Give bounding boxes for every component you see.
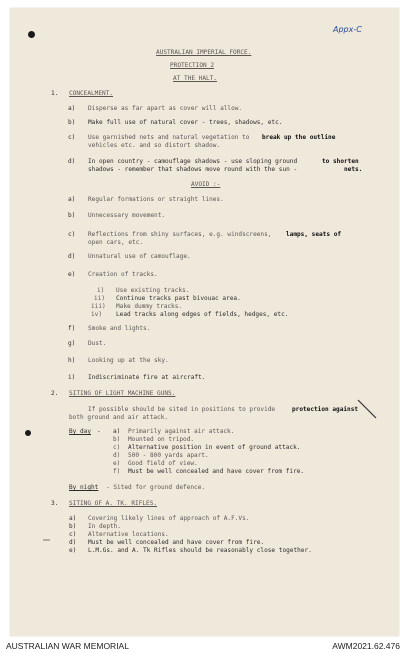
item-text: Looking up at the sky. xyxy=(88,357,169,364)
item-text: to shorten xyxy=(322,158,359,165)
punch-hole-top xyxy=(28,31,35,38)
item-text: Unnecessary movement. xyxy=(88,212,166,219)
item-letter: a) xyxy=(113,428,121,435)
item-letter: b) xyxy=(69,523,77,530)
footer-catalogue-id: AWM2021.62.476 xyxy=(332,641,400,651)
handwritten-annotation: Appx-C xyxy=(333,25,362,34)
item-text: Regular formations or straight lines. xyxy=(88,196,224,203)
item-text: Must be well concealed and have cover from fire. xyxy=(128,468,305,475)
dash: - xyxy=(97,428,101,435)
item-text: Good field of view. xyxy=(128,460,198,467)
item-letter: d) xyxy=(68,253,76,260)
item-text: Disperse as far apart as cover will allow. xyxy=(88,105,243,112)
item-text: 500 - 800 yards apart. xyxy=(128,452,209,459)
paragraph-text: protection against xyxy=(292,406,359,413)
subitem-text: Continue tracks past bivouac area. xyxy=(116,295,241,302)
item-letter: f) xyxy=(68,325,76,332)
item-text: shadows - remember that shadows move round with the sun - xyxy=(88,166,298,173)
by-night-text: - Sited for ground defence. xyxy=(106,484,206,491)
punch-hole-middle xyxy=(25,430,31,436)
item-letter: c) xyxy=(68,231,76,238)
paragraph-text: If possible should be sited in positions to provide xyxy=(88,406,276,413)
item-letter: d) xyxy=(113,452,121,459)
item-letter: d) xyxy=(69,539,77,546)
subitem-text: Make dummy tracks. xyxy=(116,303,183,310)
item-letter: c) xyxy=(69,531,77,538)
item-text: Unnatural use of camouflage. xyxy=(88,253,191,260)
item-text: L.M.Gs. and A. Tk Rifles should be reasonably close together. xyxy=(88,547,312,554)
item-text: Dust. xyxy=(88,340,107,347)
item-text: Mounted on tripod. xyxy=(128,436,195,443)
item-text: Alternative locations. xyxy=(88,531,169,538)
item-letter: a) xyxy=(68,105,76,112)
section-heading: AT THE HALT. xyxy=(173,75,218,82)
item-letter: a) xyxy=(68,196,76,203)
item-text: vehicles etc. and so distort shadow. xyxy=(88,142,221,149)
item-letter: b) xyxy=(113,436,121,443)
item-letter: i) xyxy=(68,374,76,381)
item-letter: h) xyxy=(68,357,76,364)
subitem-text: Lead tracks along edges of fields, hedges, etc. xyxy=(116,311,289,318)
item-letter: e) xyxy=(113,460,121,467)
item-letter: c) xyxy=(68,134,76,141)
by-night-label: By night xyxy=(69,484,99,491)
subitem-number: ii) xyxy=(94,295,106,302)
section-title: SITING OF LIGHT MACHINE GUNS. xyxy=(69,390,176,397)
pencil-mark xyxy=(356,398,380,422)
item-letter: b) xyxy=(68,119,76,126)
paragraph-text: both ground and air attack. xyxy=(69,414,169,421)
section-number: 3. xyxy=(51,500,59,507)
section-title: SITING OF A. TK. RIFLES. xyxy=(69,500,158,507)
section-number: 2. xyxy=(51,390,59,397)
subitem-text: Use existing tracks. xyxy=(116,287,190,294)
item-letter: e) xyxy=(68,271,76,278)
item-text: Primarily against air attack. xyxy=(128,428,235,435)
item-text: Alternative position in event of ground attack. xyxy=(128,444,301,451)
item-text: Creation of tracks. xyxy=(88,271,158,278)
item-letter: e) xyxy=(69,547,77,554)
item-letter: b) xyxy=(68,212,76,219)
subitem-number: iii) xyxy=(91,303,106,310)
item-text: Indiscriminate fire at aircraft. xyxy=(88,374,206,381)
item-text: In depth. xyxy=(88,523,122,530)
section-title: CONCEALMENT. xyxy=(69,90,114,97)
item-letter: c) xyxy=(113,444,121,451)
document-title: AUSTRALIAN IMPERIAL FORCE. xyxy=(156,49,252,56)
item-text: Reflections from shiny surfaces, e.g. windscreens, xyxy=(88,231,272,238)
footer-institution: AUSTRALIAN WAR MEMORIAL xyxy=(6,641,129,651)
by-day-label: By day xyxy=(69,428,92,435)
item-text: Covering likely lines of approach of A.F.Vs. xyxy=(88,515,250,522)
item-text: lamps, seats of xyxy=(286,231,342,238)
archive-footer xyxy=(0,638,406,653)
item-text: open cars, etc. xyxy=(88,239,144,246)
pencil-tick xyxy=(42,537,52,543)
document-subtitle: PROTECTION 2 xyxy=(170,62,215,69)
avoid-heading: AVOID :- xyxy=(191,181,221,188)
item-letter: f) xyxy=(113,468,121,475)
item-text: Must be well concealed and have cover from fire. xyxy=(88,539,265,546)
item-text: nets. xyxy=(344,166,363,173)
item-letter: g) xyxy=(68,340,76,347)
item-letter: d) xyxy=(68,158,76,165)
item-text: break up the outline xyxy=(262,134,336,141)
subitem-number: iv) xyxy=(91,311,103,318)
section-number: 1. xyxy=(51,90,59,97)
item-text: Make full use of natural cover - trees, shadows, etc. xyxy=(88,119,283,126)
item-letter: a) xyxy=(69,515,77,522)
item-text: In open country - camouflage shadows - use sloping ground xyxy=(88,158,298,165)
item-text: Use garnished nets and natural vegetation to xyxy=(88,134,250,141)
item-text: Smoke and lights. xyxy=(88,325,151,332)
subitem-number: i) xyxy=(97,287,105,294)
